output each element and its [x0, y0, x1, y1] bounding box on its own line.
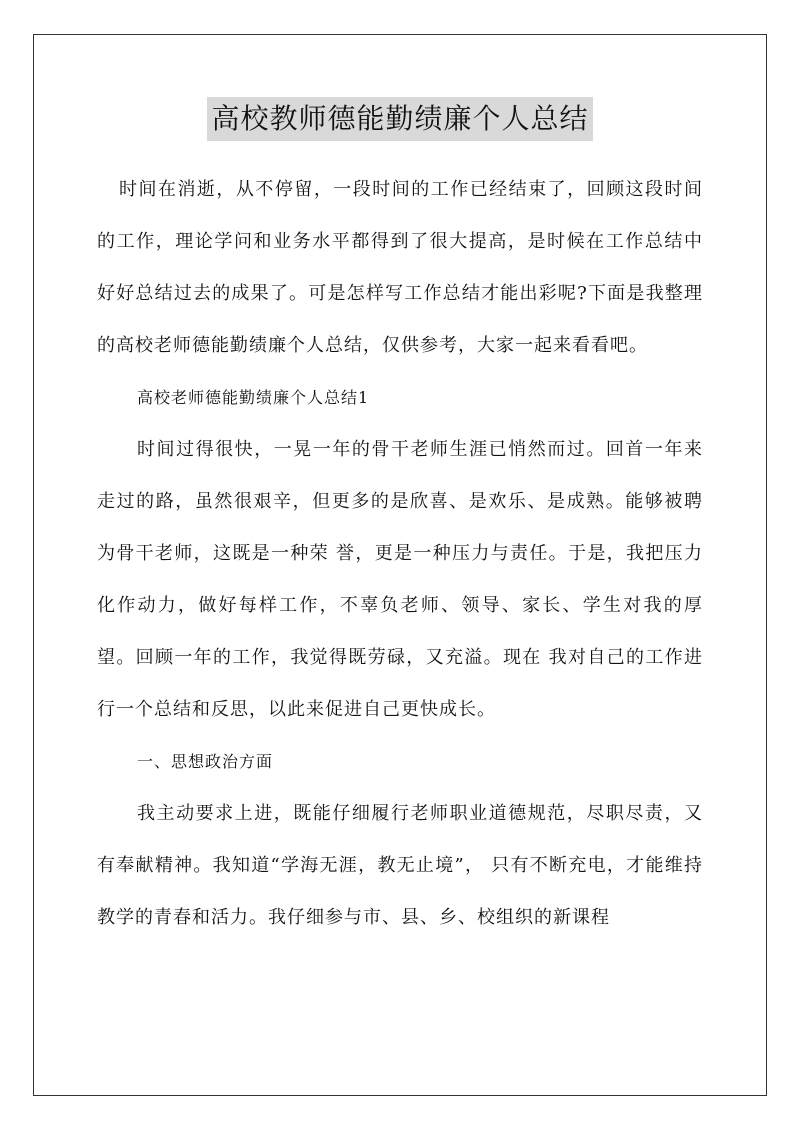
document-title: 高校教师德能勤绩廉个人总结	[207, 97, 592, 141]
body-paragraph: 我主动要求上进，既能仔细履行老师职业道德规范，尽职尽责，又有奉献精神。我知道“学海无涯，教无止境”， 只有不断充电，才能维持教学的青春和活力。我仔细参与市、县、乡、校组织的新课程	[97, 803, 703, 928]
title-container	[0, 97, 800, 141]
document-body	[97, 164, 703, 944]
section-heading: 高校老师德能勤绩廉个人总结1	[137, 388, 370, 407]
body-paragraph: 时间过得很快，一晃一年的骨干老师生涯已悄然而过。回首一年来走过的路，虽然很艰辛，但更多的是欣喜、是欢乐、是成熟。能够被聘为骨干老师，这既是一种荣 誉，更是一种压力与责任。于是，我把压力化作动力，做好每样工作，不辜负老师、领导、家长、学生对我的厚望。回顾一年的工作，我觉得既劳碌，又充溢。现在 我对自己的工作进行一个总结和反思，以此来促进自己更快成长。	[97, 439, 703, 720]
intro-paragraph: 时间在消逝，从不停留，一段时间的工作已经结束了，回顾这段时间的工作，理论学问和业务水平都得到了很大提高，是时候在工作总结中好好总结过去的成果了。可是怎样写工作总结才能出彩呢?下面是我整理的高校老师德能勤绩廉个人总结，仅供参考，大家一起来看看吧。	[97, 179, 703, 356]
subheading: 一、思想政治方面	[137, 752, 274, 771]
